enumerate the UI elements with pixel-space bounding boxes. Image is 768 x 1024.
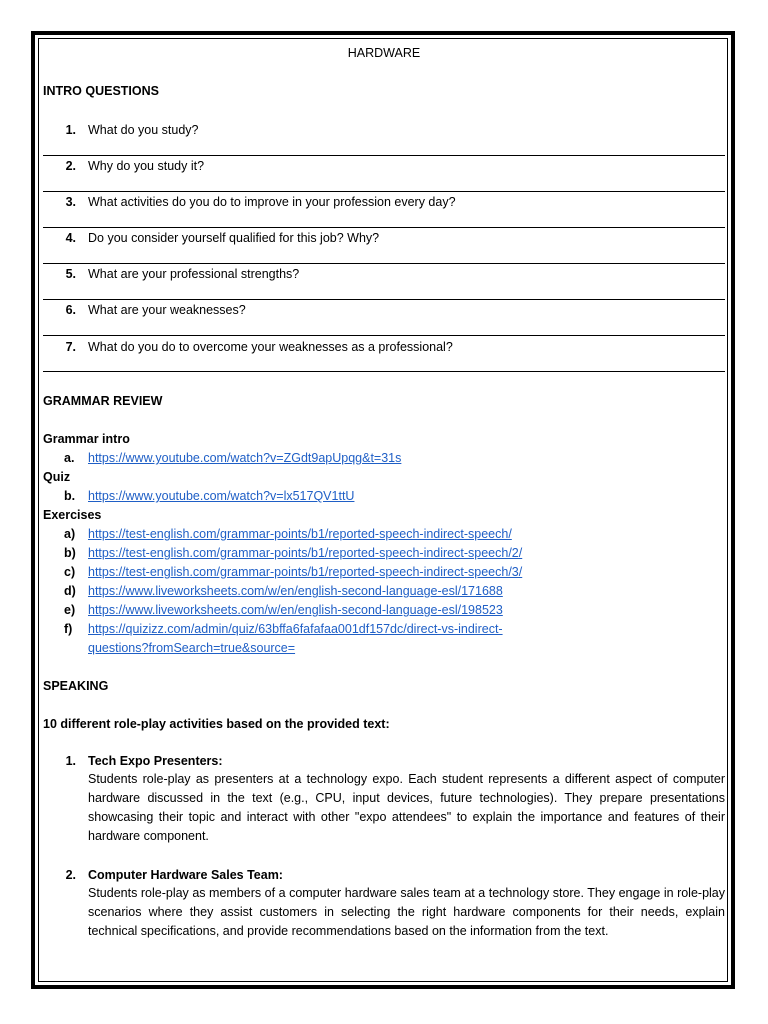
exercise-link[interactable]: https://test-english.com/grammar-points/b1/reported-speech-indirect-speech/ [88, 527, 512, 541]
question-number: 5. [65, 267, 76, 281]
question-text: Do you consider yourself qualified for this job? Why? [88, 231, 380, 245]
exercises-label: Exercises [43, 508, 102, 522]
exercise-link[interactable]: https://test-english.com/grammar-points/b1/reported-speech-indirect-speech/3/ [88, 565, 523, 579]
quiz-link[interactable]: https://www.youtube.com/watch?v=lx517QV1ttU [88, 489, 355, 503]
answer-line [43, 335, 725, 336]
question-text: What are your weaknesses? [88, 303, 246, 317]
activity-description: Students role-play as members of a computer hardware sales team at a technology store. They engage in role-play scenarios where they assist customers in selecting the right hardware components for their needs, explain technical specifications, and provide recommendations based on the information from the text. [88, 886, 725, 938]
answer-line [43, 227, 725, 228]
exercise-link[interactable]: https://quizizz.com/admin/quiz/63bffa6fafafaa001df157dc/direct-vs-indirect- [88, 622, 503, 636]
question-number: 3. [65, 195, 76, 209]
answer-line [43, 371, 725, 372]
exercise-link[interactable]: https://test-english.com/grammar-points/b1/reported-speech-indirect-speech/2/ [88, 546, 523, 560]
answer-line [43, 191, 725, 192]
link-marker: f) [64, 622, 73, 636]
question-text: What activities do you do to improve in your profession every day? [88, 195, 456, 209]
activity-number: 2. [65, 868, 76, 882]
question-text: What are your professional strengths? [88, 267, 300, 281]
question-number: 1. [65, 123, 76, 137]
grammar-intro-label: Grammar intro [43, 432, 130, 446]
grammar-intro-link[interactable]: https://www.youtube.com/watch?v=ZGdt9apUpqg&t=31s [88, 451, 402, 465]
link-marker: e) [64, 603, 76, 617]
question-number: 7. [65, 340, 76, 354]
grammar-heading: GRAMMAR REVIEW [43, 394, 163, 408]
speaking-heading: SPEAKING [43, 679, 109, 693]
activity-title: Tech Expo Presenters: [88, 754, 223, 768]
link-marker: b. [64, 489, 76, 503]
exercise-link[interactable]: https://www.liveworksheets.com/w/en/english-second-language-esl/171688 [88, 584, 503, 598]
link-marker: d) [64, 584, 76, 598]
question-number: 2. [65, 159, 76, 173]
exercise-link-continued[interactable]: questions?fromSearch=true&source= [88, 641, 296, 655]
question-text: What do you study? [88, 123, 199, 137]
intro-heading: INTRO QUESTIONS [43, 84, 159, 98]
question-number: 4. [65, 231, 76, 245]
question-number: 6. [65, 303, 76, 317]
answer-line [43, 263, 725, 264]
link-marker: a) [64, 527, 76, 541]
activity-number: 1. [65, 754, 76, 768]
link-marker: a. [64, 451, 75, 465]
answer-line [43, 155, 725, 156]
answer-line [43, 299, 725, 300]
activity-title: Computer Hardware Sales Team: [88, 868, 283, 882]
speaking-subheading: 10 different role-play activities based on the provided text: [43, 717, 390, 731]
document-title: HARDWARE [347, 46, 421, 60]
activity-description: Students role-play as presenters at a technology expo. Each student represents a different aspect of computer hardware discussed in the text (e.g., CPU, input devices, future technologies). They prepare presentations showcasing their topic and interact with other "expo attendees" to explain the importance and features of their hardware component. [88, 772, 725, 843]
question-text: Why do you study it? [88, 159, 205, 173]
link-marker: b) [64, 546, 76, 560]
exercise-link[interactable]: https://www.liveworksheets.com/w/en/english-second-language-esl/198523 [88, 603, 503, 617]
quiz-label: Quiz [43, 470, 71, 484]
link-marker: c) [64, 565, 76, 579]
question-text: What do you do to overcome your weaknesses as a professional? [88, 340, 453, 354]
